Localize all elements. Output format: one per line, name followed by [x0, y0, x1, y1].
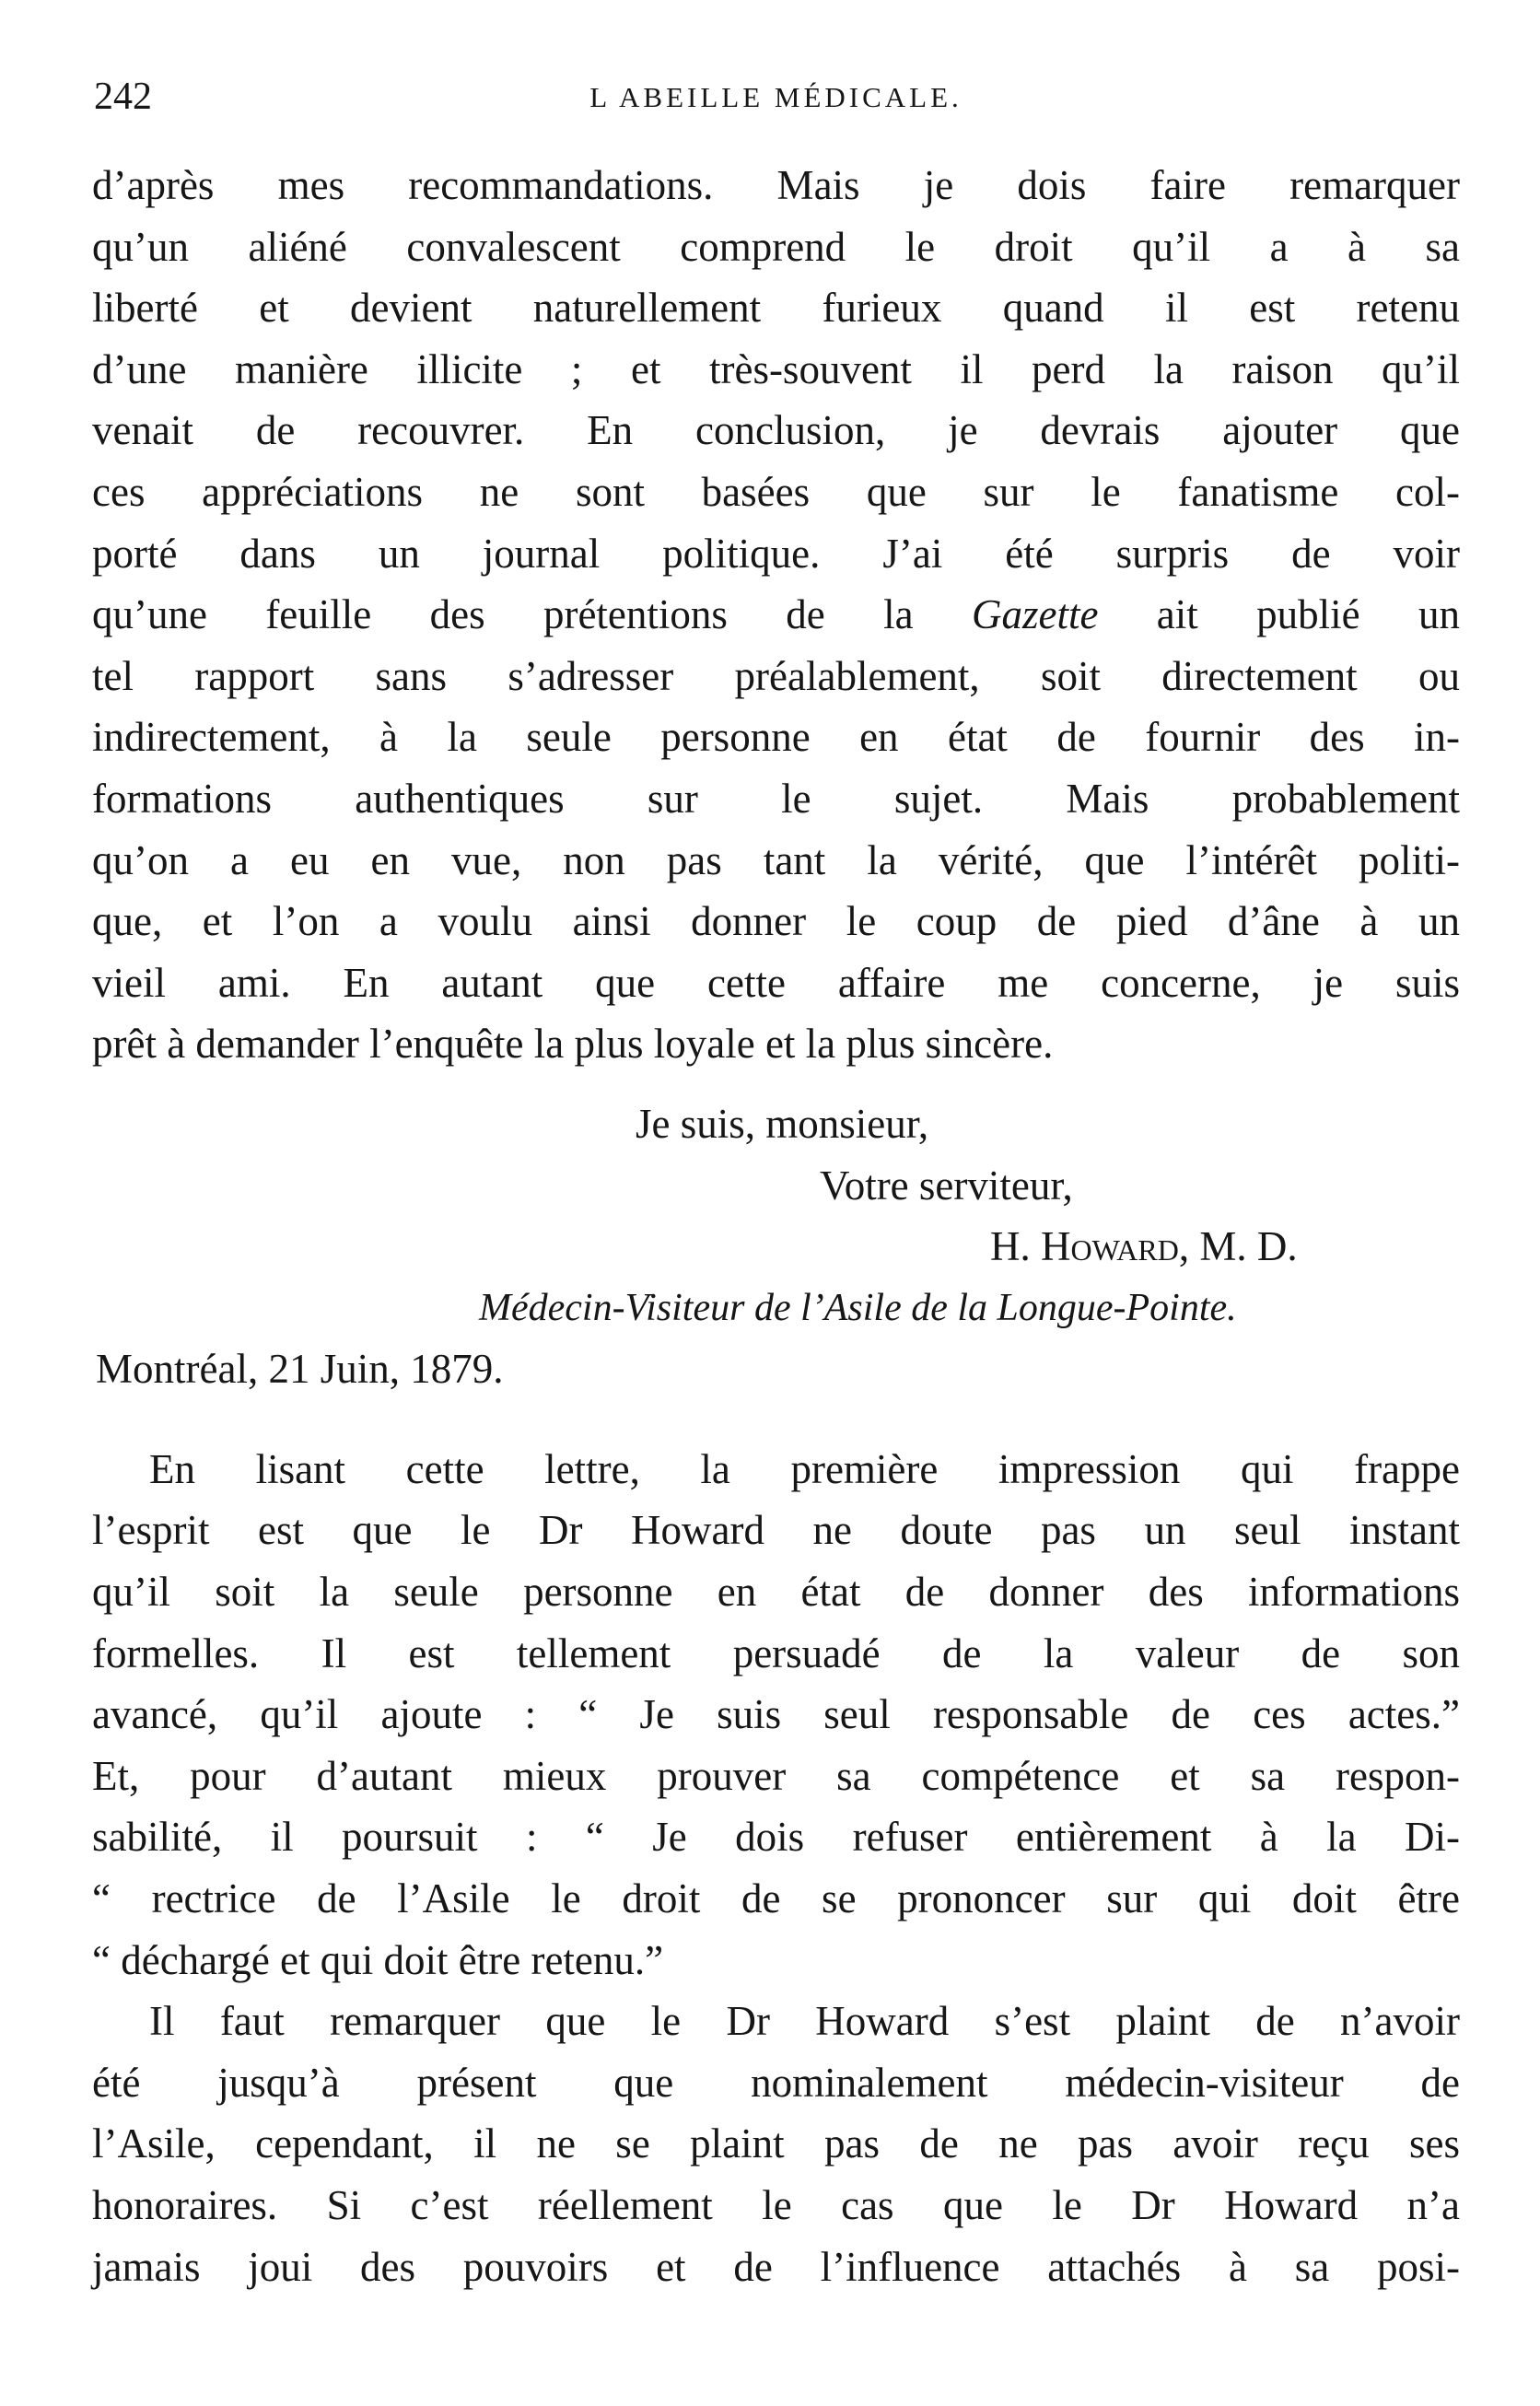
text-line: tel rapport sans s’adresser préalablement, soit directement ou [92, 652, 1460, 699]
text-line: qu’on a eu en vue, non pas tant la vérité, que l’intérêt politi- [92, 836, 1460, 883]
text-line: qu’il soit la seule personne en état de donner des informations [92, 1569, 1460, 1616]
text-line: prêt à demander l’enquête la plus loyale et la plus sincère. [92, 1021, 1054, 1068]
text-line: liberté et devient naturellement furieux quand il est retenu [92, 285, 1460, 332]
text-line: honoraires. Si c’est réellement le cas que le Dr Howard n’a [92, 2182, 1460, 2228]
text-line: avancé, qu’il ajoute : “ Je suis seul responsable de ces actes.” [92, 1691, 1460, 1738]
text-line: porté dans un journal politique. J’ai été surpris de voir [92, 530, 1460, 577]
text-line: venait de recouvrer. En conclusion, je devrais ajouter que [92, 407, 1460, 454]
text-line: indirectement, à la seule personne en état de fournir des in- [92, 714, 1460, 761]
signature-initial: H. H [990, 1223, 1071, 1270]
signatory-title: Médecin-Visiteur de l’Asile de la Longue-Pointe. [479, 1286, 1237, 1329]
text-line: que, et l’on a voulu ainsi donner le coup de pied d’âne à un [92, 898, 1460, 945]
newspaper-title: Gazette [971, 591, 1099, 638]
section-gap [92, 1400, 1460, 1439]
text-line: d’une manière illicite ; et très-souvent il perd la raison qu’il [92, 345, 1460, 392]
letter-closing [92, 1093, 1460, 1400]
text-line: sabilité, il poursuit : “ Je dois refuser entièrement à la Di- [92, 1814, 1460, 1861]
text-line: jamais joui des pouvoirs et de l’influence attachés à sa posi- [92, 2243, 1460, 2290]
signature-suffix: , M. D. [1178, 1223, 1298, 1270]
text-line: En lisant cette lettre, la première impression qui frappe [149, 1445, 1460, 1492]
text-line: qu’un aliéné convalescent comprend le droit qu’il a à sa [92, 223, 1460, 270]
text-line: d’après mes recommandations. Mais je dois faire remarquer [92, 162, 1460, 208]
dateline: Montréal, 21 Juin, 1879. [96, 1346, 504, 1393]
text-line: Il faut remarquer que le Dr Howard s’est plaint de n’avoir [149, 1998, 1460, 2045]
paragraph-letter-body [92, 155, 1460, 1075]
text-line: vieil ami. En autant que cette affaire me concerne, je suis [92, 959, 1460, 1006]
signature [92, 1216, 1460, 1278]
running-head [92, 64, 1460, 129]
journal-title: L ABEILLE MÉDICALE. [589, 81, 962, 113]
salutation-line: Votre serviteur, [820, 1162, 1073, 1209]
text-line: Et, pour d’autant mieux prouver sa compétence et sa respon- [92, 1752, 1460, 1799]
text-run: qu’une feuille des prétentions de la [92, 591, 972, 638]
text-line: “ déchargé et qui doit être retenu.” [92, 1936, 664, 1983]
text-line [92, 584, 1460, 646]
salutation-line: Je suis, monsieur, [636, 1100, 929, 1147]
document-page [92, 64, 1460, 2297]
paragraph-commentary [92, 1439, 1460, 1991]
text-line: formelles. Il est tellement persuadé de la valeur de son [92, 1629, 1460, 1676]
text-line: formations authentiques sur le sujet. Mais probablement [92, 775, 1460, 822]
text-line: ces appréciations ne sont basées que sur le fanatisme col- [92, 468, 1460, 515]
text-line: l’Asile, cependant, il ne se plaint pas de ne pas avoir reçu ses [92, 2120, 1460, 2167]
text-line: été jusqu’à présent que nominalement médecin-visiteur de [92, 2059, 1460, 2106]
text-line: “ rectrice de l’Asile le droit de se prononcer sur qui doit être [92, 1875, 1460, 1922]
page-number: 242 [94, 76, 152, 118]
signature-surname: oward [1070, 1223, 1179, 1270]
text-line: l’esprit est que le Dr Howard ne doute pas un seul instant [92, 1507, 1460, 1554]
text-run: ait publié un [1098, 591, 1460, 638]
paragraph-remark [92, 1991, 1460, 2297]
